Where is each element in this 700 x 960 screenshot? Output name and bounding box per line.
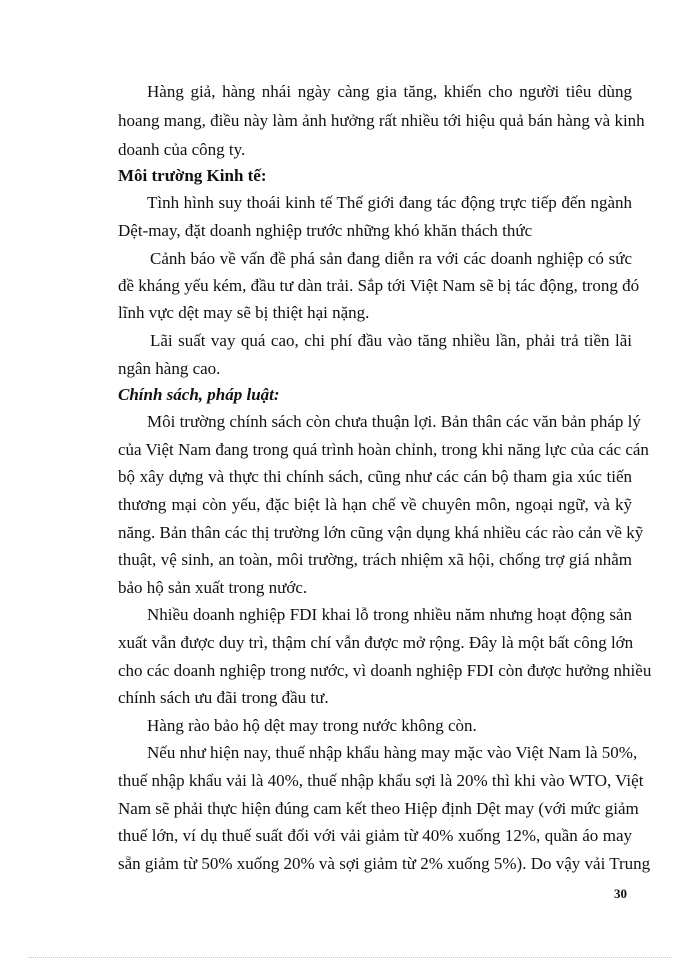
paragraph-line: thuế lớn, ví dụ thuế suất đối với vải giảm từ 40% xuống 12%, quần áo may [118, 826, 632, 845]
section-heading-economic: Môi trường Kinh tế: [118, 166, 267, 185]
paragraph-line: Môi trường chính sách còn chưa thuận lợi. Bản thân các văn bản pháp lý [147, 412, 641, 431]
paragraph-line: lĩnh vực dệt may sẽ bị thiệt hại nặng. [118, 303, 370, 322]
paragraph-line: thuật, vệ sinh, an toàn, môi trường, trách nhiệm xã hội, chống trợ giá nhằm [118, 550, 632, 569]
paragraph-line: của Việt Nam đang trong quá trình hoàn chỉnh, trong khi năng lực của các cán [118, 440, 649, 459]
paragraph-line: Dệt-may, đặt doanh nghiệp trước những khó khăn thách thức [118, 221, 533, 240]
paragraph-line: Lãi suất vay quá cao, chi phí đầu vào tăng nhiều lần, phải trả tiền lãi [150, 331, 632, 350]
paragraph-line: chính sách ưu đãi trong đầu tư. [118, 688, 329, 707]
paragraph-line: Nếu như hiện nay, thuế nhập khẩu hàng may mặc vào Việt Nam là 50%, [147, 743, 638, 762]
paragraph-line: đề kháng yếu kém, đầu tư dàn trải. Sắp tới Việt Nam sẽ bị tác động, trong đó [118, 276, 640, 295]
section-heading-policy: Chính sách, pháp luật: [118, 385, 280, 404]
paragraph-line: bộ xây dựng và thực thi chính sách, cũng như các cán bộ tham gia xúc tiến [118, 467, 632, 486]
paragraph-line: sẵn giảm từ 50% xuống 20% và sợi giảm từ 2% xuống 5%). Do vậy vải Trung [118, 854, 651, 873]
page-number: 30 [614, 886, 627, 901]
paragraph-line: Hàng giả, hàng nhái ngày càng gia tăng, khiến cho người tiêu dùng [147, 82, 632, 101]
paragraph-line: doanh của công ty. [118, 140, 246, 159]
paragraph-line: Tình hình suy thoái kinh tế Thế giới đang tác động trực tiếp đến ngành [147, 193, 632, 212]
paragraph-line: năng. Bản thân các thị trường lớn cũng vận dụng khá nhiều các rào cản về kỹ [118, 523, 644, 542]
paragraph-line: Hàng rào bảo hộ dệt may trong nước không còn. [147, 716, 477, 735]
paragraph-line: hoang mang, điều này làm ảnh hưởng rất nhiều tới hiệu quả bán hàng và kinh [118, 111, 645, 130]
paragraph-line: xuất vẫn được duy trì, thậm chí vẫn được mở rộng. Đây là một bất công lớn [118, 633, 634, 652]
paragraph-line: thương mại còn yếu, đặc biệt là hạn chế về chuyên môn, ngoại ngữ, và kỹ [118, 495, 632, 514]
paragraph-line: Cảnh báo về vấn đề phá sản đang diễn ra với các doanh nghiệp có sức [150, 249, 632, 268]
paragraph-line: cho các doanh nghiệp trong nước, vì doanh nghiệp FDI còn được hưởng nhiều [118, 661, 652, 680]
paragraph-line: Nam sẽ phải thực hiện đúng cam kết theo Hiệp định Dệt may (với mức giảm [118, 799, 639, 818]
page-bottom-rule [28, 957, 672, 958]
paragraph-line: Nhiều doanh nghiệp FDI khai lỗ trong nhiều năm nhưng hoạt động sản [147, 605, 632, 624]
paragraph-line: ngân hàng cao. [118, 359, 221, 378]
paragraph-line: thuế nhập khẩu vải là 40%, thuế nhập khẩu sợi là 20% thì khi vào WTO, Việt [118, 771, 644, 790]
paragraph-line: bảo hộ sản xuất trong nước. [118, 578, 308, 597]
